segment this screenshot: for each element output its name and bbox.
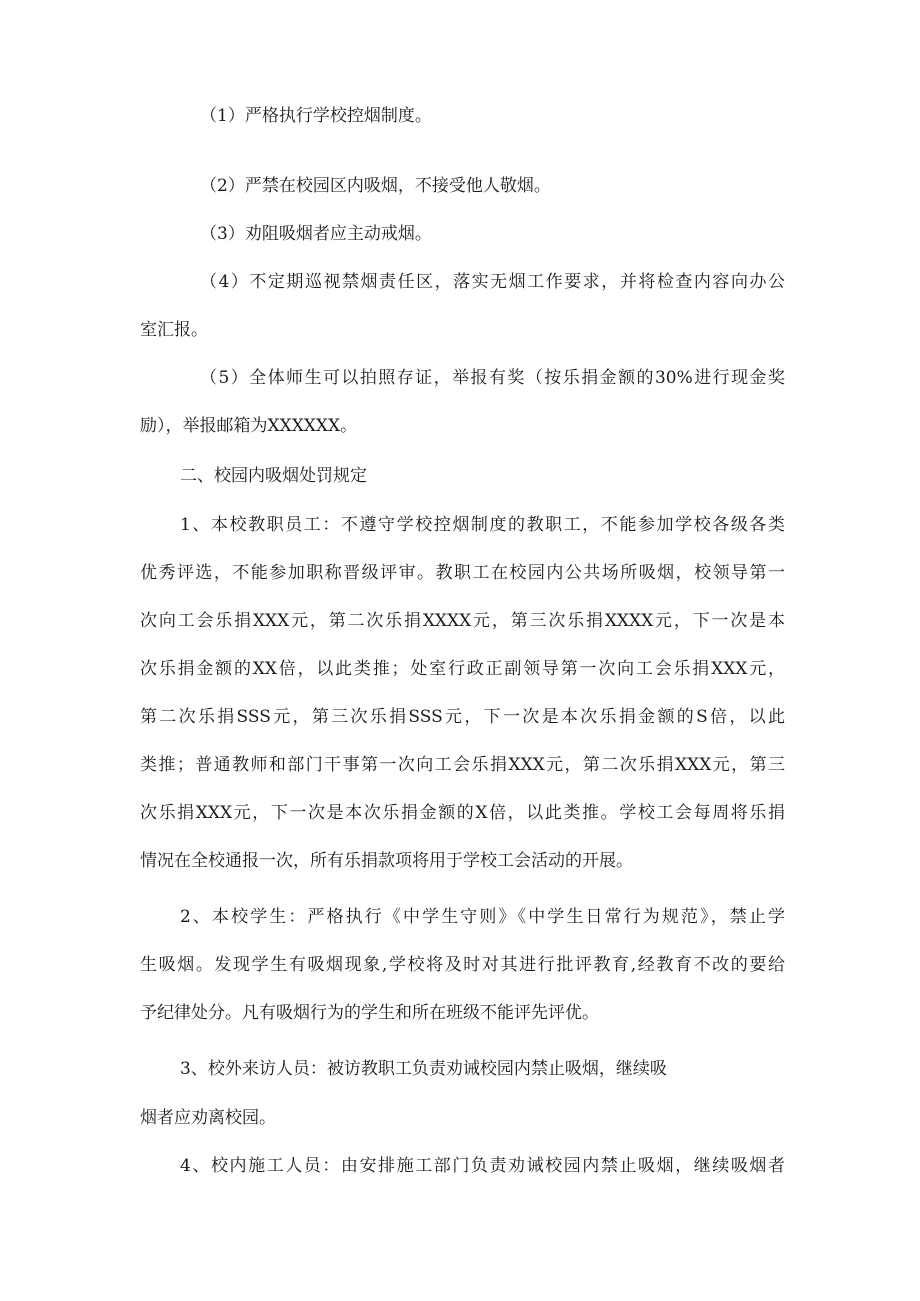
section-heading: 二、校园内吸烟处罚规定 [180, 466, 367, 486]
visitor-rule-line-1: 3、校外来访人员：被访教职工负责劝诫校园内禁止吸烟，继续吸 [180, 1059, 667, 1079]
visitor-rule-line-2: 烟者应劝离校园。 [140, 1108, 276, 1128]
rule-item-5-line-1: （5）全体师生可以拍照存证，举报有奖（按乐捐金额的30%进行现金奖 [200, 368, 785, 388]
rule-item-3: （3）劝阻吸烟者应主动戒烟。 [200, 224, 432, 244]
rule-item-2: （2）严禁在校园区内吸烟，不接受他人敬烟。 [200, 176, 551, 196]
staff-penalty-line-5: 第二次乐捐SSS元，第三次乐捐SSS元，下一次是本次乐捐金额的S倍，以此 [140, 707, 785, 727]
staff-penalty-line-1: 1、本校教职员工：不遵守学校控烟制度的教职工，不能参加学校各级各类 [180, 515, 785, 535]
staff-penalty-line-4: 次乐捐金额的XX倍，以此类推；处室行政正副领导第一次向工会乐捐XXX元， [140, 659, 785, 679]
student-rule-line-1: 2、本校学生：严格执行《中学生守则》《中学生日常行为规范》，禁止学 [180, 907, 785, 927]
student-rule-line-2: 生吸烟。发现学生有吸烟现象,学校将及时对其进行批评教育,经教育不改的要给 [140, 955, 785, 975]
staff-penalty-line-8: 情况在全校通报一次，所有乐捐款项将用于学校工会活动的开展。 [140, 851, 633, 871]
rule-item-4-line-2: 室汇报。 [140, 320, 208, 340]
rule-item-1: （1）严格执行学校控烟制度。 [200, 106, 432, 126]
rule-item-5-line-2: 励），举报邮箱为XXXXXX。 [140, 416, 358, 436]
student-rule-line-3: 予纪律处分。凡有吸烟行为的学生和所在班级不能评先评优。 [140, 1003, 599, 1023]
rule-item-4-line-1: （4）不定期巡视禁烟责任区，落实无烟工作要求，并将检查内容向办公 [200, 272, 785, 292]
staff-penalty-line-7: 次乐捐XXX元，下一次是本次乐捐金额的X倍，以此类推。学校工会每周将乐捐 [140, 803, 785, 823]
staff-penalty-line-3: 次向工会乐捐XXX元，第二次乐捐XXXX元，第三次乐捐XXXX元，下一次是本 [140, 611, 785, 631]
staff-penalty-line-6: 类推；普通教师和部门干事第一次向工会乐捐XXX元，第二次乐捐XXX元，第三 [140, 755, 785, 775]
contractor-rule-line-1: 4、校内施工人员：由安排施工部门负责劝诫校园内禁止吸烟，继续吸烟者 [180, 1156, 785, 1176]
staff-penalty-line-2: 优秀评选，不能参加职称晋级评审。教职工在校园内公共场所吸烟，校领导第一 [140, 563, 785, 583]
